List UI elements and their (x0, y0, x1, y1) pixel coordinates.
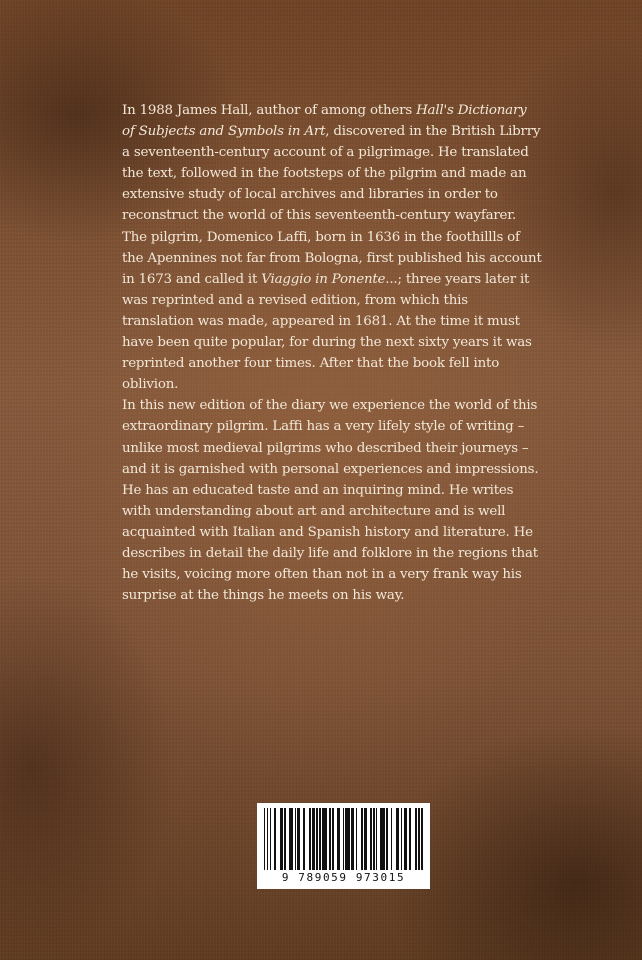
barcode-bars (264, 808, 423, 870)
blurb-p2-intro: The pilgrim, Domenico Laffi, born in 1636 in the foothillls of the Apennines not far from Bologna, first published his account in 1673 and called it (122, 229, 542, 287)
blurb-paragraph-1 (122, 100, 542, 227)
barcode-number: 9 789059 973015 (281, 871, 406, 884)
blurb-p2-rest: ...; three years later it was reprinted and a revised edition, from which this translation was made, appeared in 1681. At the time it must have been quite popular, for during the next sixty years it was reprinted another four times. After that the book fell into oblivion. (122, 271, 532, 393)
barcode-bar (421, 808, 422, 870)
book-title-halls-dictionary: Hall's Dictionary of Subjects and Symbols in Art (122, 103, 527, 140)
blurb-text (122, 100, 542, 606)
book-title-viaggio: Viaggio in Ponente (261, 271, 386, 287)
blurb-p1-intro: In 1988 James Hall, author of among others (122, 103, 417, 118)
blurb-p1-rest: , discovered in the British Librry a seventeenth-century account of a pilgrimage. He translated the text, followed in the footsteps of the pilgrim and made an extensive study of local archives and libraries in order to reconstruct the world of this seventeenth-century wayfarer. (122, 124, 541, 224)
blurb-paragraph-2 (122, 227, 542, 396)
blurb-paragraph-3: In this new edition of the diary we experience the world of this extraordinary pilgrim. Laffi has a very lifely style of writing – unlike most medieval pilgrims who described their journeys –and it is garnished with personal experiences and impressions. He has an educated taste and an inquiring mind. He writes with understanding about art and architecture and is well acquainted with Italian and Spanish history and literature. He describes in detail the daily life and folklore in the regions that he visits, voicing more often than not in a very frank way his surprise at the things he meets on his way. (122, 398, 539, 604)
isbn-barcode (257, 803, 430, 889)
